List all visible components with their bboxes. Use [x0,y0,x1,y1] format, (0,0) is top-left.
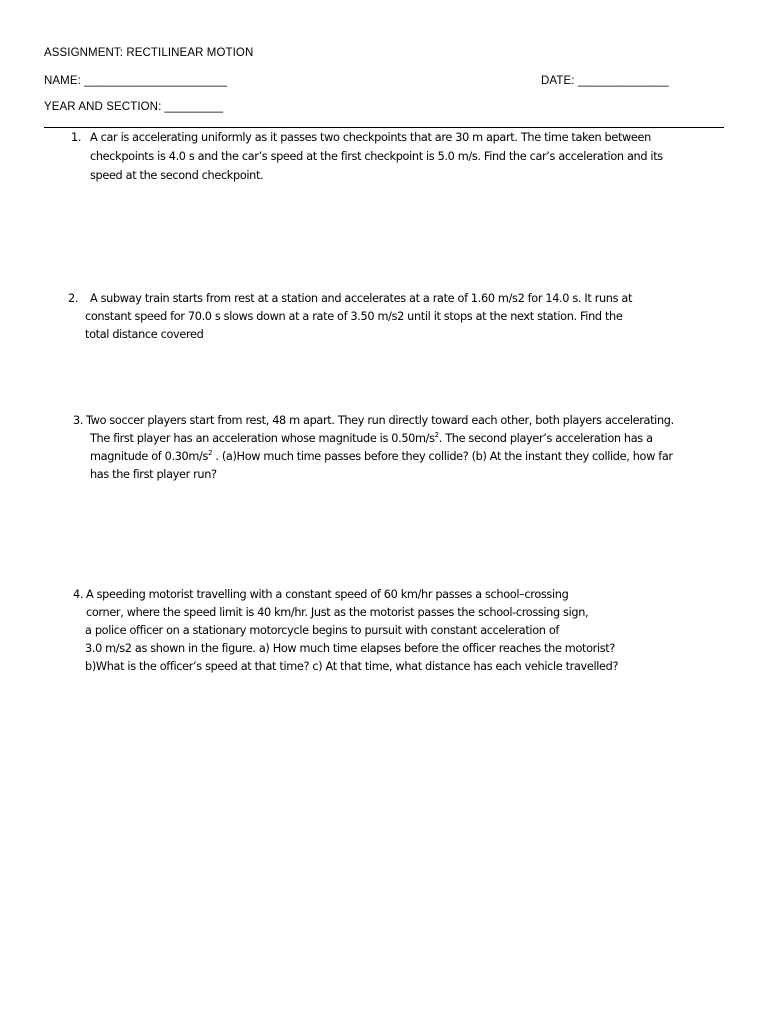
question-text-part: magnitude of 0.30m/s [90,450,209,463]
year-section-label: YEAR AND SECTION: [44,101,162,113]
question-line: 3.0 m/s2 as shown in the figure. a) How much time elapses before the officer reaches the motorist? [85,642,615,655]
question-text-part: . (a)How much time passes before they collide? (b) At the instant they collide, how far [212,450,673,463]
question-number: 1. [71,131,82,144]
year-section-blank: _________ [164,101,224,113]
question-line: corner, where the speed limit is 40 km/hr. Just as the motorist passes the school-crossing sign, [86,606,589,619]
question-line: has the first player run? [90,468,217,481]
question-text: A car is accelerating uniformly as it passes two checkpoints that are 30 m apart. The time taken between [90,131,651,144]
date-field [541,74,669,88]
question-line [90,447,673,466]
question-line: a police officer on a stationary motorcycle begins to pursuit with constant acceleration of [85,624,560,637]
question-text: A speeding motorist travelling with a constant speed of 60 km/hr passes a school–crossing [86,588,569,601]
question-text-part: The first player has an acceleration whose magnitude is 0.50m/s [90,432,435,445]
date-blank: ______________ [577,75,669,87]
question-line [73,411,673,430]
question-number: 2. [68,292,79,305]
question-1 [71,128,663,185]
question-text: A subway train starts from rest at a station and accelerates at a rate of 1.60 m/s2 for 14.0 s. It runs at [90,292,633,305]
date-label: DATE: [541,75,575,87]
question-number: 4. [73,588,84,601]
name-label: NAME: [44,75,81,87]
assignment-title-text: ASSIGNMENT: RECTILINEAR MOTION [44,47,254,59]
question-4 [73,585,618,676]
question-line: speed at the second checkpoint. [90,169,264,182]
name-field [44,74,227,88]
question-line [73,585,618,604]
question-line: checkpoints is 4.0 s and the car’s speed at the first checkpoint is 5.0 m/s. Find the car’s acceleration and its [90,150,663,163]
superscript: 2 [208,449,213,457]
question-number: 3. [73,414,84,427]
assignment-title [44,46,253,60]
question-line: constant speed for 70.0 s slows down at a rate of 3.50 m/s2 until it stops at the next station. Find the [85,310,623,323]
question-line: b)What is the officer’s speed at that time? c) At that time, what distance has each vehicle travelled? [85,660,619,673]
question-line [71,128,663,147]
question-line [90,429,673,448]
question-3 [73,411,673,484]
question-line [68,289,633,308]
superscript: 2 [434,431,439,439]
question-line: total distance covered [85,328,204,341]
question-text: Two soccer players start from rest, 48 m apart. They run directly toward each other, both players accelerating. [86,414,674,427]
question-2 [68,289,633,344]
year-section-field [44,100,223,114]
name-blank: ______________________ [84,75,228,87]
question-text-part: . The second player’s acceleration has a [438,432,653,445]
